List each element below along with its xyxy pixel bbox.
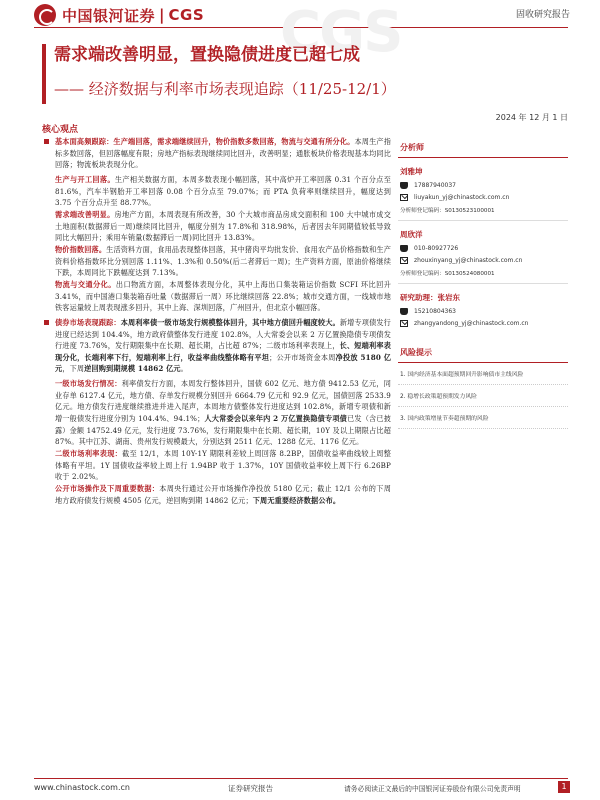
bold-text: 净投放 5180 亿元 <box>55 352 391 374</box>
subhead: 生产与开工回落。 <box>55 174 115 184</box>
body-text: 地方债发行进度继续推进并进入尾声，本周地方债整体发行进度达到 102.8%，新增专项债和新增一般债发行进度分别为 104.4%、94.1%； <box>55 402 391 424</box>
bold-text: 人大常委会以来年内 2 万亿置换隐债专项债 <box>204 414 348 424</box>
logo-en: CGS <box>168 6 205 24</box>
logo-icon <box>34 4 56 26</box>
mail-icon <box>400 257 408 264</box>
analyst-name: 刘雅坤 <box>400 167 423 176</box>
body-text: 生活资料方面，食用品表现整体回落，其中猪肉平均批发价、食用农产品价格指数和生产资料价格指数环比分别回落 1.11%、1.3%和 0.50%(后二者滞后一周)；生产资料方面，原油价格继续下跌，本周同比下跌幅度达到 7.13%。 <box>55 244 391 278</box>
bullet-icon <box>44 320 49 325</box>
section-heading: 核心观点 <box>42 125 79 135</box>
phone-icon <box>400 245 408 252</box>
footer-label: 证券研究报告 <box>228 784 273 793</box>
analyst-email[interactable]: zhouxinyang_yj@chinastock.com.cn <box>400 257 568 264</box>
analyst-email[interactable]: liuyakun_yj@chinastock.com.cn <box>400 194 568 201</box>
assistant-email[interactable]: zhangyandong_yj@chinastock.com.cn <box>400 320 568 327</box>
phone-icon <box>400 308 408 315</box>
subhead: 物价指数回落。 <box>55 244 107 254</box>
phone-icon <box>400 182 408 189</box>
risk-item: 3. 国内政策增量节奏超预期的风险 <box>398 407 568 429</box>
subhead: 需求端改善明显。 <box>55 209 115 219</box>
paragraph-secondary-market <box>44 448 391 483</box>
research-assistant: 研究助理：张岩东 <box>400 293 460 302</box>
analyst-phone: 010-80927726 <box>400 245 568 252</box>
body-text: 已发（含已披露）金额 14752.49 亿元，发行进度 73.76%，发行期限集中在长期、超长期，10Y 及以上期限占比超 87%。其中江苏、湖南、贵州发行规模最大，分别达到 2511 亿元、1288 亿元、1176 亿元。 <box>55 414 392 447</box>
risk-item: 2. 稳增长政策超预期发力风险 <box>398 385 568 407</box>
lead-text: 基本面高频跟踪：生产端回落，需求端继续回升，物价指数多数回落，物流与交通有所分化。 <box>55 137 355 146</box>
subhead: 物流与交通分化。 <box>55 279 116 289</box>
footer-rule <box>34 778 568 779</box>
title-accent-bar <box>42 44 46 104</box>
assistant-phone: 15210804363 <box>400 308 568 315</box>
bullet-icon <box>44 139 49 144</box>
risk-item: 1. 国内经济基本面超预期回升影响债市主线风险 <box>398 363 568 385</box>
mail-icon <box>400 194 408 201</box>
body-text: 本周生产指标多数回落，但回落幅度有限；房地产指标表现继续同比回升，改善明显；通胀板块价格表现基本均同比回落；物流板块表现分化。 <box>55 137 391 170</box>
body-text: ，下周 <box>62 364 85 374</box>
page-number: 1 <box>558 781 570 793</box>
subhead: 公开市场操作及下周重要数据： <box>55 484 160 494</box>
bold-text: 本周利率债一级市场发行规模整体回升，其中地方债回升幅度较大。 <box>120 317 340 327</box>
paragraph-bond-market <box>44 317 391 375</box>
body-text: 新增专项债发行进度已经达到 104.4%，地方政府债整体发行进度 102.8%，人大常委会以来 2 万亿置换隐债专项债发行进度 73.76%，发行期限集中在长期、超长期，占比超 87%；二级市场利率表现上， <box>55 317 391 351</box>
paragraph-prices <box>44 244 391 279</box>
body-text: 出口物流方面，本周整体表现分化，其中上海出口集装箱运价指数 SCFI 环比回升 3.41%，而中国港口集装箱吞吐量（数据滞后一周）环比继续回落 22.8%；城市交通方面，一线城市地铁客运量较上周表现涨多回升，其中上海、深圳回落，广州回升，但北京小幅回落。 <box>55 279 391 313</box>
company-logo <box>34 4 204 26</box>
logo-separator: | <box>159 6 165 24</box>
divider <box>398 283 568 284</box>
body-text: 利率债发行方面，本周发行整体回升，国债 602 亿元、地方债 9412.53 亿元，同业存单 6127.4 亿元，地方债、存单发行规模分别回升 6664.79 亿元和 92.9 亿元，国债回落 2533.9 亿元。 <box>55 379 392 412</box>
paragraph-primary-market <box>44 378 391 448</box>
bold-text: 长、短端利率表现分化，长端利率下行，短端利率上行，收益率曲线整体略有平坦 <box>55 341 391 362</box>
watermark: CGS <box>280 0 402 65</box>
body-text: ；公开市场资金本周 <box>269 352 336 362</box>
disclaimer-note: 请务必阅读正文最后的中国银河证券股份有限公司免责声明 <box>344 785 521 793</box>
risk-heading: 风险提示 <box>398 341 568 363</box>
analyst-reg-code: 分析师登记编码：S0130523100001 <box>400 208 495 214</box>
subhead: 二级市场利率表现： <box>55 449 123 459</box>
analyst-heading: 分析师 <box>398 136 568 158</box>
sidebar <box>398 136 568 429</box>
body-text: 截至 12/1，本周 10Y-1Y 期限利差较上周回落 8.2BP，国债收益率曲线较上周整体略有平坦。1Y 国债收益率较上周上行 1.94BP 收于 1.37%，10Y 国债收益率较上周下行 6.26BP 收于 2.02%。 <box>55 449 391 482</box>
body-text: 。 <box>180 364 188 374</box>
subhead: 一级市场发行情况： <box>55 379 122 389</box>
footer-url[interactable]: www.chinastock.com.cn <box>34 783 130 792</box>
report-date: 2024 年 12 月 1 日 <box>495 113 568 122</box>
body-text: 生产相关数据方面，本周多数表现小幅回落，其中高炉开工率回落 0.31 个百分点至 81.6%，汽车半钢胎开工率回落 0.08 个百分点至 79.07%；而 PTA 负荷率则继续回升，幅度达到 3.75 个百分点升至 88.77%。 <box>55 174 391 208</box>
body-text: 本周央行通过公开市场操作净投放 5180 亿元；截止 12/1 公布的下周地方政府债发行规模 4505 亿元，逆回购到期 14862 亿元； <box>55 484 391 505</box>
paragraph-demand <box>44 209 391 244</box>
paragraph-fundamentals <box>44 136 391 171</box>
doc-type: 固收研究报告 <box>515 10 570 20</box>
subhead: 债券市场表现跟踪： <box>55 317 121 327</box>
core-views <box>44 136 391 506</box>
mail-icon <box>400 320 408 327</box>
paragraph-production <box>44 174 391 209</box>
body-text: 房地产方面，本周表现有所改善，30 个大城市商品房成交面积和 100 大中城市成交土地面积(数据滞后一周)继续同比回升，幅度分别为 17.8%和 318.98%，后者因去年同期值较低导致同比大幅回升；乘用车销量(数据滞后一周)同比回升 13.83%。 <box>55 209 391 243</box>
page-title: 需求端改善明显，置换隐债进度已超七成 <box>54 45 360 65</box>
analyst-reg-code: 分析师登记编码：S0130524080001 <box>400 271 495 277</box>
analyst-phone: 17887940037 <box>400 182 568 189</box>
page-subtitle: —— 经济数据与利率市场表现追踪（11/25-12/1） <box>54 80 396 98</box>
divider <box>398 220 568 221</box>
bold-text: 下周无重要经济数据公布。 <box>252 495 341 505</box>
paragraph-logistics <box>44 279 391 314</box>
analyst-name: 周欣洋 <box>400 230 423 239</box>
logo-text: 中国银河证券 <box>62 6 156 25</box>
bold-text: 逆回购到期规模 14862 亿元 <box>84 364 181 374</box>
paragraph-open-market <box>44 483 391 506</box>
